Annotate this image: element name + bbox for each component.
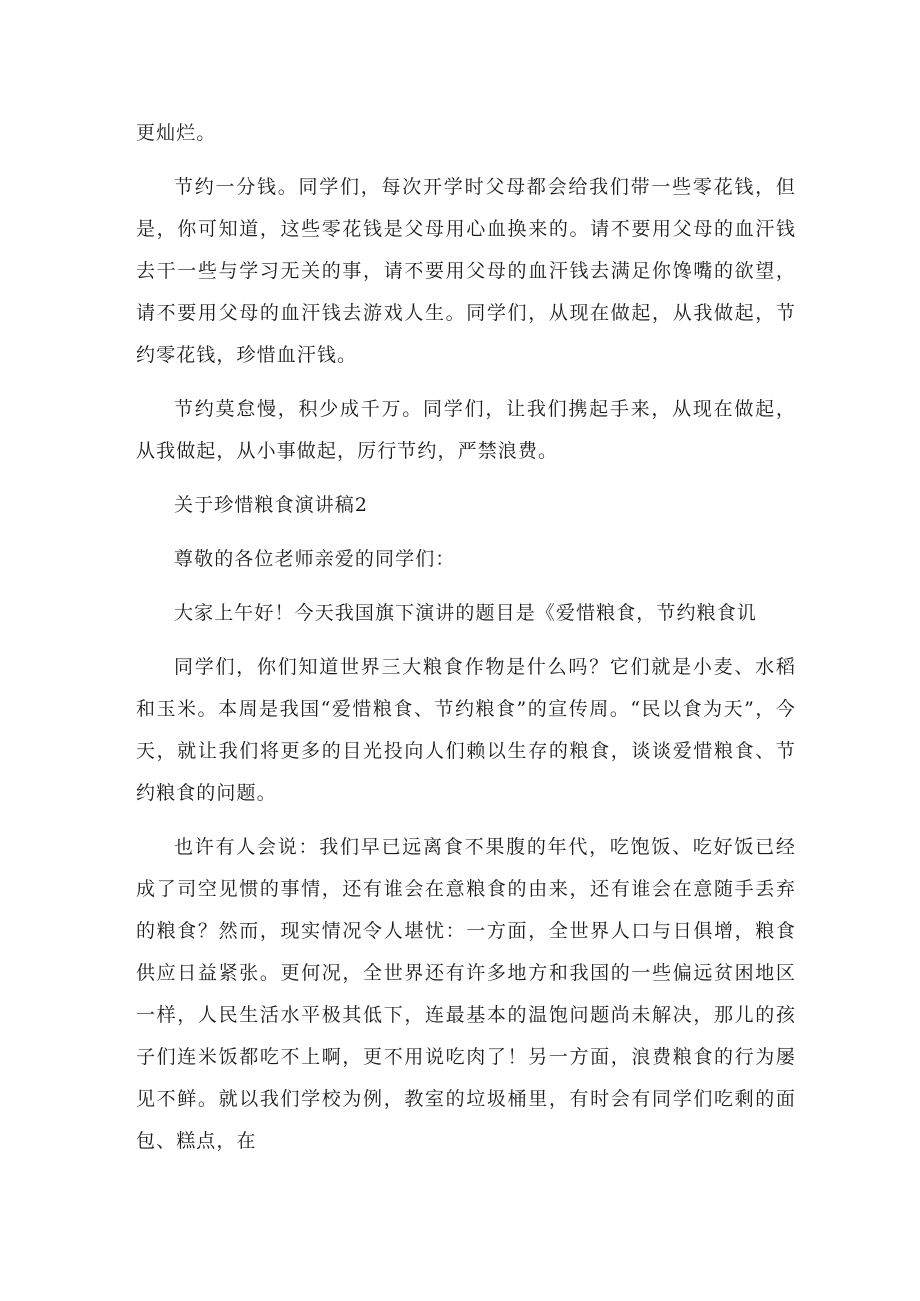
paragraph-crops: 同学们，你们知道世界三大粮食作物是什么吗？它们就是小麦、水稻和玉米。本周是我国“爱惜粮食、节约粮食”的宣传周。“民以食为天”，今天，就让我们将更多的目光投向人们赖以生存的粮食，谈谈爱惜粮食、节约粮食的问题。 bbox=[136, 656, 796, 804]
paragraph-continuation: 更灿烂。 bbox=[136, 122, 217, 144]
salutation: 尊敬的各位老师亲爱的同学们： bbox=[174, 548, 456, 570]
paragraph-conclusion: 节约莫怠慢，积少成千万。同学们，让我们携起手来，从现在做起，从我做起，从小事做起，厉行节约，严禁浪费。 bbox=[136, 398, 796, 462]
paragraph-reality: 也许有人会说：我们早已远离食不果腹的年代，吃饱饭、吃好饭已经成了司空见惯的事情，还有谁会在意粮食的由来，还有谁会在意随手丢弃的粮食？然而，现实情况令人堪忧：一方面，全世界人口与日俱增，粮食供应日益紧张。更何况，全世界还有许多地方和我国的一些偏远贫困地区一样，人民生活水平极其低下，连最基本的温饱问题尚未解决，那儿的孩子们连米饭都吃不上啊，更不用说吃肉了！另一方面，浪费粮食的行为屡见不鲜。就以我们学校为例，教室的垃圾桶里，有时会有同学们吃剩的面包、糕点，在 bbox=[136, 836, 796, 1152]
greeting-line: 大家上午好！今天我国旗下演讲的题目是《爱惜粮食，节约粮食讥 bbox=[174, 602, 757, 624]
document-body bbox=[136, 112, 796, 1174]
section-title: 关于珍惜粮食演讲稿2 bbox=[174, 494, 369, 516]
paragraph-save-money: 节约一分钱。同学们，每次开学时父母都会给我们带一些零花钱，但是，你可知道，这些零花钱是父母用心血换来的。请不要用父母的血汗钱去干一些与学习无关的事，请不要用父母的血汗钱去满足你馋嘴的欲望，请不要用父母的血汗钱去游戏人生。同学们，从现在做起，从我做起，节约零花钱，珍惜血汗钱。 bbox=[136, 176, 796, 366]
